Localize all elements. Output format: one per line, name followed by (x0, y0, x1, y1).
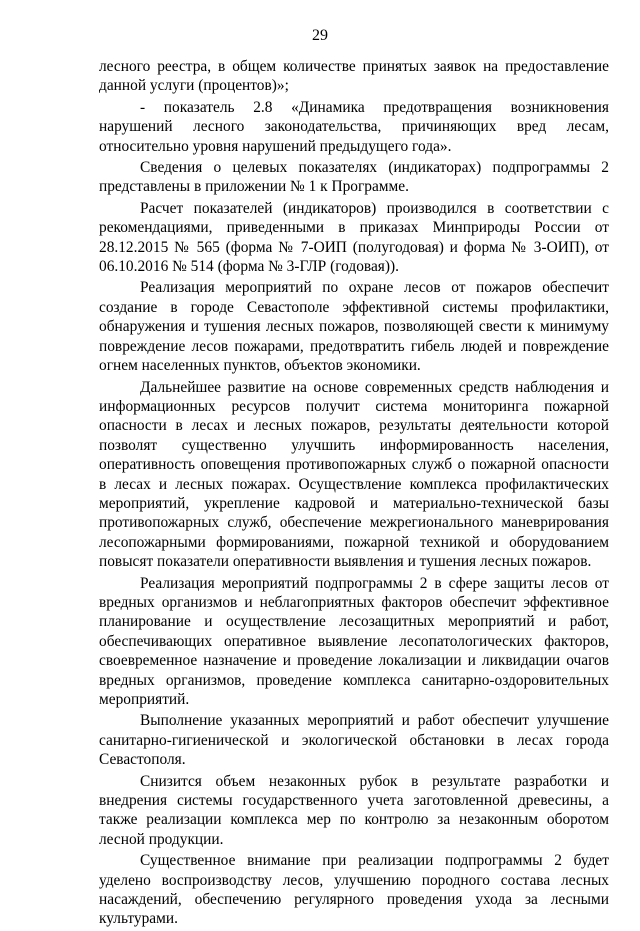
paragraph-illegal-logging: Снизится объем незаконных рубок в результате разработки и внедрения системы государственного учета заготовленной древесины, а также реализации комплекса мер по контролю за незаконным оборотом лесной продукции. (99, 772, 609, 848)
paragraph-indicator-2-8: - показатель 2.8 «Динамика предотвращения возникновения нарушений лесного законодательства, причиняющих вред лесам, относительно уровня нарушений предыдущего года». (99, 98, 609, 155)
paragraph-target-indicators: Сведения о целевых показателях (индикаторах) подпрограммы 2 представлены в приложении № 1 к Программе. (99, 159, 609, 196)
paragraph-fire-protection: Реализация мероприятий по охране лесов от пожаров обеспечит создание в городе Севастополе эффективной системы профилактики, обнаружения и тушения лесных пожаров, позволяющей свести к минимуму повреждение лесов пожарами, предотвратить гибель людей и повреждение огнем населенных пунктов, объектов экономики. (99, 279, 609, 375)
paragraph-sanitary: Выполнение указанных мероприятий и работ обеспечит улучшение санитарно-гигиенической и экологической обстановки в лесах города Севастополя. (99, 712, 609, 769)
paragraph-continuation: лесного реестра, в общем количестве принятых заявок на предоставление данной услуги (процентов)»; (99, 58, 609, 95)
paragraph-reproduction: Существенное внимание при реализации подпрограммы 2 будет уделено воспроизводству лесов, улучшению породного состава лесных насаждений, обеспечению регулярного проведения ухода за лесными культурами. (99, 852, 609, 928)
page-number: 29 (312, 27, 328, 44)
paragraph-calculation: Расчет показателей (индикаторов) производился в соответствии с рекомендациями, приведенными в приказах Минприроды России от 28.12.2015 № 565 (форма № 7-ОИП (полугодовая) и форма № 3-ОИП), от 06.10.2016 № 514 (форма № 3-ГЛР (годовая)). (99, 199, 609, 276)
document-body (99, 57, 609, 931)
paragraph-monitoring: Дальнейшее развитие на основе современных средств наблюдения и информационных ресурсов получит система мониторинга пожарной опасности в лесах и лесных пожаров, результаты деятельности которой позволят существенно улучшить информированность населения, оперативность оповещения противопожарных служб о пожарной опасности в лесах и лесных пожарах. Осуществление комплекса профилактических мероприятий, укрепление кадровой и материально-технической базы противопожарных служб, обеспечение межрегионального маневрирования лесопожарными формированиями, пожарной техникой и оборудованием повысят показатели оперативности выявления и тушения лесных пожаров. (99, 378, 609, 571)
paragraph-forest-protection: Реализация мероприятий подпрограммы 2 в сфере защиты лесов от вредных организмов и неблагоприятных факторов обеспечит эффективное планирование и осуществление лесозащитных мероприятий и работ, обеспечивающих оперативное выявление лесопатологических факторов, своевременное назначение и проведение локализации и ликвидации очагов вредных организмов, проведение комплекса санитарно-оздоровительных мероприятий. (99, 574, 609, 708)
